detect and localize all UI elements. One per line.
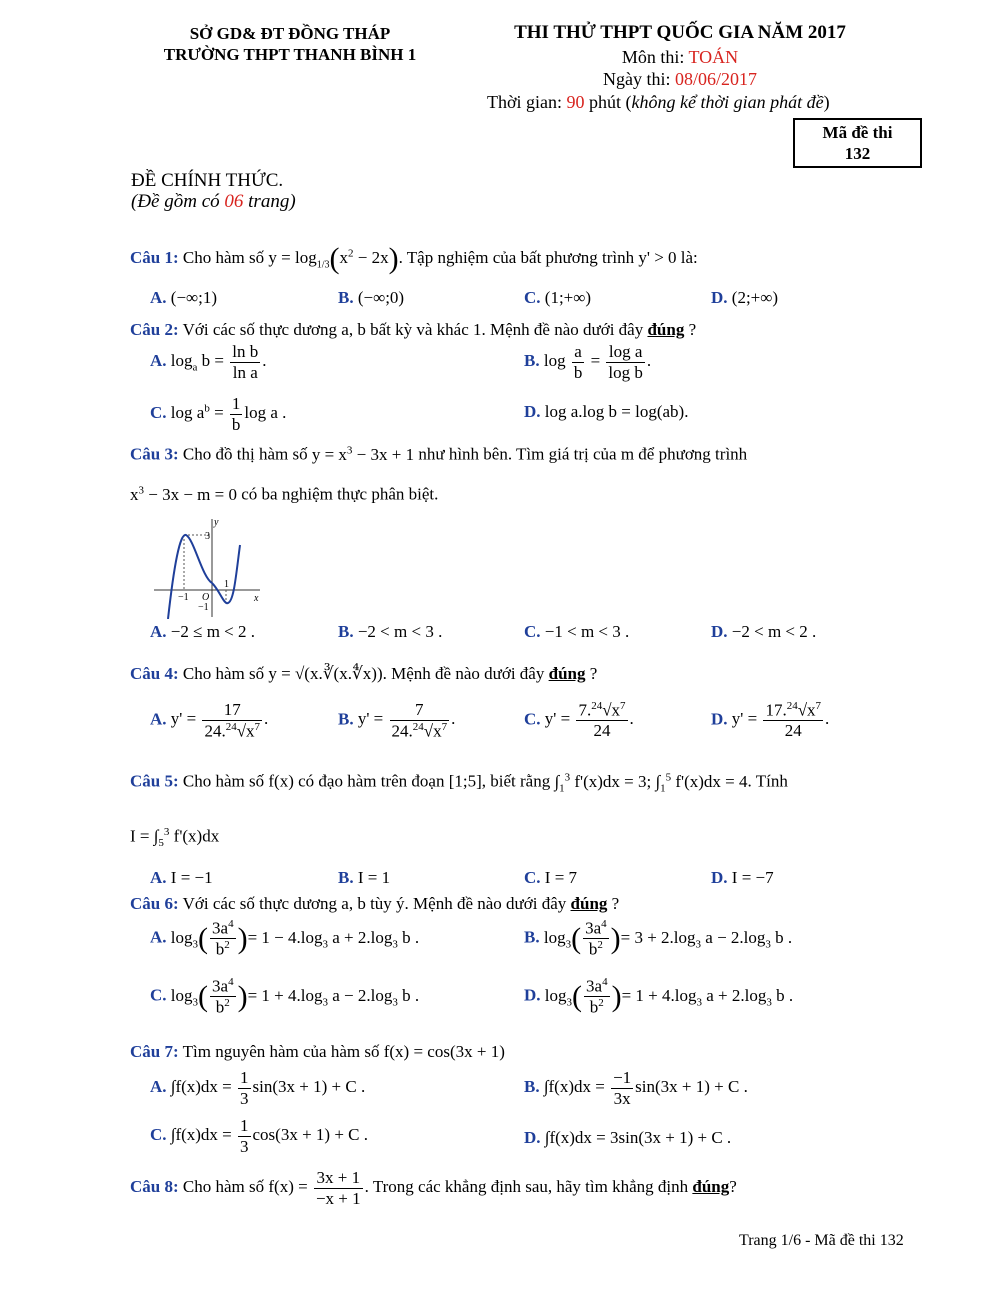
q4-option-c-label: C. xyxy=(524,709,541,729)
q6-option-a[interactable] xyxy=(150,918,419,959)
q5-option-d-label: D. xyxy=(711,868,728,887)
q5-option-a[interactable] xyxy=(150,868,213,888)
time-unit: phút ( xyxy=(589,92,632,112)
graph-tick-neg1-x: −1 xyxy=(178,592,189,603)
q7-option-c-label: C. xyxy=(150,1124,167,1144)
q7-option-b-formula: ∫f(x)dx = $\frac{-1}{3x}$ sin(3x + 1) + C . xyxy=(543,1068,748,1108)
q6-option-d-label: D. xyxy=(524,985,541,1005)
q4-label: Câu 4: xyxy=(130,664,179,683)
q1-option-a[interactable] xyxy=(150,288,217,308)
q3-function: $y = x^3 - 3x + 1$ xyxy=(311,444,415,464)
q5-stem-c: . Tính xyxy=(747,771,788,791)
q5-option-a-label: A. xyxy=(150,868,167,887)
q2-option-b-label: B. xyxy=(524,350,540,370)
q1-option-b-text: (−∞;0) xyxy=(357,288,405,307)
q1-option-d-text: (2;+∞) xyxy=(731,288,779,307)
page-count xyxy=(131,191,296,213)
date-value: 08/06/2017 xyxy=(674,69,757,89)
q1-option-a-label: A. xyxy=(150,288,167,307)
question-2 xyxy=(130,320,696,340)
q3-label: Câu 3: xyxy=(130,444,179,464)
q2-option-c-label: C. xyxy=(150,402,167,422)
q7-function: f(x) = cos(3x + 1) xyxy=(383,1042,505,1061)
question-1 xyxy=(130,244,698,274)
q5-option-a-text: I = −1 xyxy=(170,868,213,887)
q1-option-c-label: C. xyxy=(524,288,541,307)
q8-stem-b: . Trong các khẳng định sau, hãy tìm khẳng định xyxy=(364,1176,689,1196)
q6-option-a-label: A. xyxy=(150,927,167,947)
q7-option-c-formula: ∫f(x)dx = $\frac{1}{3}$ cos(3x + 1) + C . xyxy=(170,1116,369,1156)
q3-stem: Cho đồ thị hàm số xyxy=(182,444,308,464)
graph-tick-neg1-y: −1 xyxy=(198,602,209,613)
graph-tick-3: 3 xyxy=(205,531,210,542)
q7-option-d[interactable] xyxy=(524,1128,731,1148)
question-4 xyxy=(130,664,597,684)
exam-code-value: 132 xyxy=(844,144,871,163)
q3-option-c-text: −1 < m < 3 . xyxy=(544,622,630,641)
q3-option-b[interactable] xyxy=(338,622,442,642)
date-label: Ngày thi: xyxy=(602,69,671,89)
q8-function: f(x) = $\frac{3x + 1}{-x + 1}$ xyxy=(268,1168,361,1208)
q7-option-d-formula: ∫f(x)dx = 3sin(3x + 1) + C . xyxy=(544,1128,732,1147)
q1-option-d-label: D. xyxy=(711,288,728,307)
q2-emphasis: đúng xyxy=(647,320,685,339)
official-label: ĐỀ CHÍNH THỨC. xyxy=(131,170,284,191)
q6-option-c-label: C. xyxy=(150,985,167,1005)
q1-function: $y = \log_{1/3}(x^2 - 2x)$ xyxy=(268,242,399,275)
q2-option-d-label: D. xyxy=(524,402,541,421)
q6-stem: Với các số thực dương a, b tùy ý. Mệnh đề nào dưới đây xyxy=(182,894,567,913)
q1-stem-b: . Tập nghiệm của bất phương trình xyxy=(398,247,635,267)
q6-option-d[interactable] xyxy=(524,976,793,1017)
q5-interval: [1;5] xyxy=(448,771,482,791)
q3-option-c[interactable] xyxy=(524,622,629,642)
q6-option-a-formula: $\log_3$( $\frac{3a^4}{b^2}$ )= $1 - 4.\log_3$ $a + 2.\log_3$ b . xyxy=(170,918,420,959)
date-line xyxy=(480,69,880,90)
q7-option-d-label: D. xyxy=(524,1128,541,1147)
q3-option-a-label: A. xyxy=(150,622,167,641)
q6-tail: ? xyxy=(611,894,620,913)
q8-stem: Cho hàm số xyxy=(182,1176,265,1196)
q3-option-d-text: −2 < m < 2 . xyxy=(731,622,817,641)
q5-option-d[interactable] xyxy=(711,868,774,888)
q2-option-a-label: A. xyxy=(150,350,167,370)
graph-tick-1: 1 xyxy=(224,579,229,590)
question-5 xyxy=(130,771,788,794)
q7-option-a[interactable] xyxy=(150,1068,365,1108)
question-3 xyxy=(130,444,747,465)
q4-option-b-formula: y' = $\frac{7}{24.^{24}√x^7}$ . xyxy=(357,700,456,741)
q3-stem-c: có ba nghiệm thực phân biệt. xyxy=(241,484,439,504)
time-line xyxy=(487,92,830,113)
q4-option-a[interactable] xyxy=(150,700,268,741)
q4-option-a-label: A. xyxy=(150,709,167,729)
q1-stem-c: là: xyxy=(680,247,698,267)
q6-label: Câu 6: xyxy=(130,894,179,913)
graph-origin: O xyxy=(202,592,210,603)
q4-option-d-formula: y' = $\frac{17.^{24}√x^7}{24}$ . xyxy=(731,700,830,741)
q8-emphasis: đúng xyxy=(692,1176,730,1196)
q4-tail: ? xyxy=(589,664,598,683)
question-7 xyxy=(130,1042,505,1062)
page-count-value: 06 xyxy=(224,191,244,212)
q7-option-a-label: A. xyxy=(150,1076,167,1096)
q5-stem-b: , biết rằng xyxy=(481,771,551,791)
q3-equation: $x^3 - 3x - m = 0$ xyxy=(130,484,237,504)
q6-option-c-formula: $\log_3$( $\frac{3a^4}{b^2}$ )= $1 + 4.\log_3$ $a - 2.\log_3$ b . xyxy=(170,976,420,1017)
q2-tail: ? xyxy=(688,320,697,339)
exam-title: THI THỬ THPT QUỐC GIA NĂM 2017 xyxy=(514,22,846,43)
q1-label: Câu 1: xyxy=(130,247,179,267)
q3-option-a[interactable] xyxy=(150,622,255,642)
q3-option-a-text: −2 ≤ m < 2 . xyxy=(170,622,256,641)
q3-option-c-label: C. xyxy=(524,622,541,641)
exam-code-label: Mã đề thi xyxy=(822,123,893,142)
q3-option-b-text: −2 < m < 3 . xyxy=(357,622,443,641)
q6-option-c[interactable] xyxy=(150,976,419,1017)
q7-option-c[interactable] xyxy=(150,1116,368,1156)
subject-label: Môn thi: xyxy=(621,47,685,67)
q4-option-c[interactable] xyxy=(524,700,634,741)
q5-option-c[interactable] xyxy=(524,868,577,888)
q7-option-a-formula: ∫f(x)dx = $\frac{1}{3}$ sin(3x + 1) + C . xyxy=(170,1068,366,1108)
q6-option-b[interactable] xyxy=(524,918,792,959)
q7-label: Câu 7: xyxy=(130,1042,179,1061)
q2-label: Câu 2: xyxy=(130,320,179,339)
cubic-graph xyxy=(150,515,262,619)
q1-option-b[interactable] xyxy=(338,288,404,308)
q5-integrals: $\int_1^3$ f'(x)dx = 3; $\int_1^5$ f'(x)dx = 4 xyxy=(554,771,748,795)
q1-option-c-text: (1;+∞) xyxy=(544,288,592,307)
q4-option-d-label: D. xyxy=(711,709,728,729)
school-name: TRƯỜNG THPT THANH BÌNH 1 xyxy=(163,45,417,64)
q2-option-c-formula: $\log a^b$ = $\frac{1}{b}$ log a . xyxy=(170,394,287,434)
q1-inequality: y' > 0 xyxy=(638,247,677,267)
q4-option-d[interactable] xyxy=(711,700,829,741)
q8-tail: ? xyxy=(729,1176,737,1196)
q6-option-b-label: B. xyxy=(524,927,540,947)
question-8 xyxy=(130,1168,737,1208)
q6-emphasis: đúng xyxy=(570,894,608,913)
q6-option-d-formula: $\log_3$( $\frac{3a^4}{b^2}$ )= $1 + 4.\log_3$ $a + 2.\log_3$ b . xyxy=(544,976,794,1017)
q2-option-d-formula: log a.log b = log(ab). xyxy=(544,402,689,421)
q4-option-c-formula: y' = $\frac{7.^{24}√x^7}{24}$ . xyxy=(544,700,634,741)
question-6 xyxy=(130,894,619,914)
q2-option-a[interactable] xyxy=(150,342,266,382)
q3-option-d[interactable] xyxy=(711,622,816,642)
q2-option-b-formula: log $\frac{a}{b}$ = $\frac{\text{log a}}{\text{log b}}$ . xyxy=(543,342,652,382)
graph-y-label: y xyxy=(214,517,219,528)
subject-value: TOÁN xyxy=(688,47,739,67)
q1-stem: Cho hàm số xyxy=(182,247,265,267)
exam-code-box xyxy=(793,118,922,168)
q5-option-b-text: I = 1 xyxy=(357,868,391,887)
q1-option-d[interactable] xyxy=(711,288,778,308)
q2-stem: Với các số thực dương a, b bất kỳ và khác 1. Mệnh đề nào dưới đây xyxy=(182,320,644,339)
q1-option-b-label: B. xyxy=(338,288,354,307)
time-close: ) xyxy=(823,92,830,112)
q7-stem: Tìm nguyên hàm của hàm số xyxy=(182,1042,380,1061)
q5-option-b[interactable] xyxy=(338,868,390,888)
q6-option-b-formula: $\log_3$( $\frac{3a^4}{b^2}$ )= $3 + 2.\log_3$ $a - 2.\log_3$ b . xyxy=(543,918,793,959)
q3-equation-line xyxy=(130,484,438,505)
graph-x-label: x xyxy=(254,593,259,604)
q2-option-c[interactable] xyxy=(150,394,286,434)
q5-stem: Cho hàm số f(x) có đạo hàm trên đoạn xyxy=(182,771,445,791)
q1-option-a-text: (−∞;1) xyxy=(170,288,218,307)
q4-stem: Cho hàm số xyxy=(182,664,265,683)
q3-option-d-label: D. xyxy=(711,622,728,641)
page-count-suffix: trang) xyxy=(248,191,296,212)
q5-option-b-label: B. xyxy=(338,868,354,887)
q4-option-a-formula: y' = $\frac{17}{24.^{24}√x^7}$ . xyxy=(170,700,269,741)
q3-option-b-label: B. xyxy=(338,622,354,641)
q2-option-a-formula: $\log_a b$ = $\frac{\text{ln b}}{\text{ln a}}$ . xyxy=(170,342,267,382)
q5-option-c-label: C. xyxy=(524,868,541,887)
time-value: 90 xyxy=(566,92,585,112)
time-note: không kể thời gian phát đề xyxy=(631,92,824,112)
q4-option-b[interactable] xyxy=(338,700,455,741)
q4-option-b-label: B. xyxy=(338,709,354,729)
q2-option-d[interactable] xyxy=(524,402,688,422)
time-prefix: Thời gian: xyxy=(487,92,563,112)
q4-function: y = √(x.∛(x.∜x)) xyxy=(268,664,383,683)
q5-target: $I = \int_5^3$ f'(x)dx xyxy=(130,826,220,850)
q5-option-c-text: I = 7 xyxy=(544,868,578,887)
q4-stem-b: . Mệnh đề nào dưới đây xyxy=(382,664,545,683)
q7-option-b-label: B. xyxy=(524,1076,540,1096)
page-count-prefix: (Đề gồm có xyxy=(131,191,220,212)
q2-option-b[interactable] xyxy=(524,342,651,382)
q4-emphasis: đúng xyxy=(548,664,586,683)
q5-label: Câu 5: xyxy=(130,771,179,791)
page-footer: Trang 1/6 - Mã đề thi 132 xyxy=(739,1232,904,1249)
q3-stem-b: như hình bên. Tìm giá trị của m để phương trình xyxy=(418,444,748,464)
q5-option-d-text: I = −7 xyxy=(731,868,774,887)
department-name: SỞ GD& ĐT ĐỒNG THÁP xyxy=(189,24,391,43)
subject-line xyxy=(480,47,880,68)
q1-option-c[interactable] xyxy=(524,288,591,308)
q8-label: Câu 8: xyxy=(130,1176,179,1196)
q7-option-b[interactable] xyxy=(524,1068,748,1108)
